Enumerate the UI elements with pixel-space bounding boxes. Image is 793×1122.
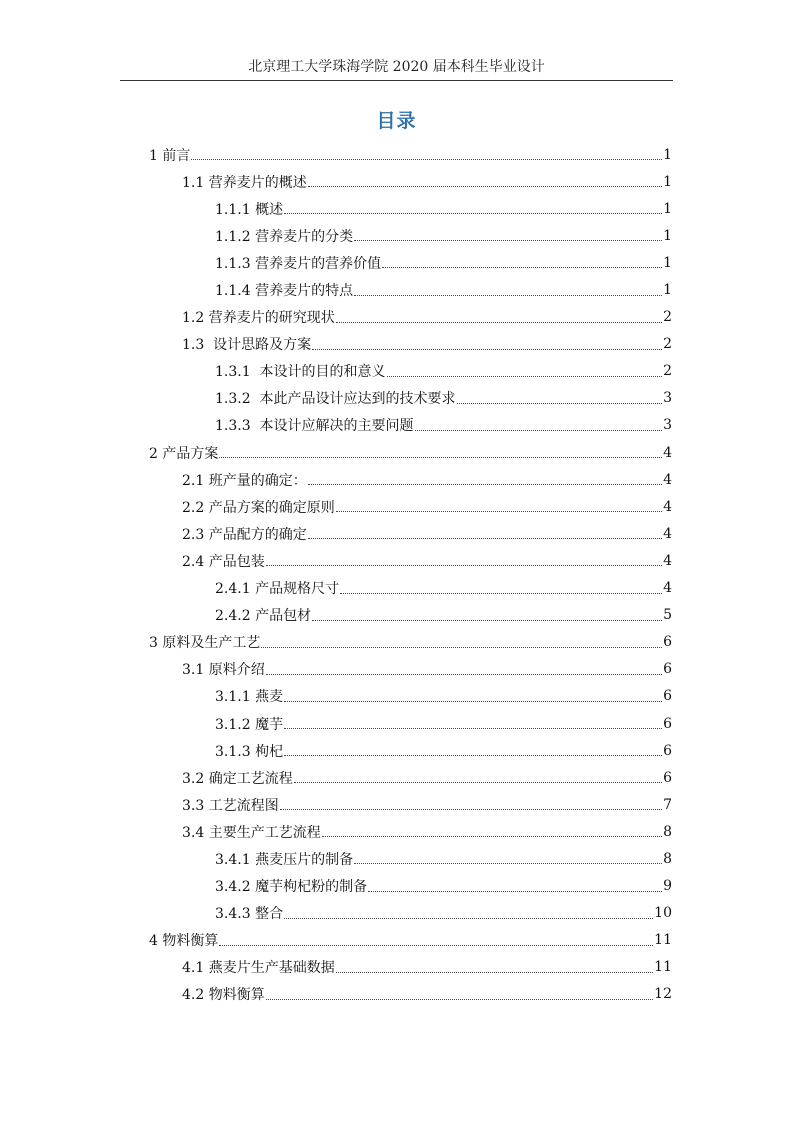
toc-dot-leader xyxy=(457,403,663,404)
toc-dot-leader xyxy=(382,267,662,268)
toc-entry[interactable] xyxy=(0,791,793,818)
toc-dot-leader xyxy=(219,945,653,946)
toc-entry-page-number: 6 xyxy=(663,715,672,732)
toc-entry-page-number: 9 xyxy=(663,878,672,895)
toc-dot-leader xyxy=(312,349,662,350)
toc-dot-leader xyxy=(336,322,662,323)
toc-entry[interactable] xyxy=(0,331,793,358)
toc-entry-page-number: 6 xyxy=(663,769,672,786)
toc-dot-leader xyxy=(280,809,662,810)
toc-entry[interactable] xyxy=(0,629,793,656)
toc-entry-page-number: 4 xyxy=(663,525,672,542)
toc-entry[interactable] xyxy=(0,358,793,385)
toc-entry-page-number: 1 xyxy=(663,227,672,244)
toc-entry-title: 2.1 班产量的确定： xyxy=(182,472,307,489)
toc-entry-title: 3.3 工艺流程图 xyxy=(182,797,279,814)
toc-dot-leader xyxy=(308,538,662,539)
toc-entry-title: 1.1 营养麦片的概述 xyxy=(182,174,307,191)
toc-entry[interactable] xyxy=(0,466,793,493)
toc-entry-page-number: 3 xyxy=(663,390,672,407)
page-title: 目录 xyxy=(376,110,417,132)
toc-entry[interactable] xyxy=(0,981,793,1008)
toc-entry-title: 4 物料衡算 xyxy=(149,933,219,950)
toc-entry-page-number: 8 xyxy=(663,850,672,867)
toc-dot-leader xyxy=(336,511,662,512)
toc-entry[interactable] xyxy=(0,954,793,981)
toc-entry-page-number: 8 xyxy=(663,823,672,840)
toc-dot-leader xyxy=(308,484,662,485)
toc-entry-title: 1 前言 xyxy=(149,147,191,164)
toc-entry-title: 2.4 产品包装 xyxy=(182,553,265,570)
toc-entry-page-number: 11 xyxy=(654,959,672,976)
toc-entry-page-number: 3 xyxy=(663,417,672,434)
toc-entry[interactable] xyxy=(0,683,793,710)
header-rule xyxy=(120,80,673,81)
toc-entry-title: 4.1 燕麦片生产基础数据 xyxy=(182,960,335,977)
toc-entry-page-number: 4 xyxy=(663,444,672,461)
toc-dot-leader xyxy=(354,863,662,864)
toc-entry[interactable] xyxy=(0,168,793,195)
toc-dot-leader xyxy=(387,376,663,377)
toc-entry-page-number: 1 xyxy=(663,173,672,190)
toc-dot-leader xyxy=(219,457,662,458)
toc-entry-page-number: 7 xyxy=(663,796,672,813)
toc-entry[interactable] xyxy=(0,520,793,547)
toc-dot-leader xyxy=(312,620,662,621)
toc-entry-page-number: 5 xyxy=(663,607,672,624)
toc-entry-title: 1.3.2 本此产品设计应达到的技术要求 xyxy=(215,391,456,408)
table-of-contents xyxy=(0,141,793,1008)
toc-dot-leader xyxy=(191,159,662,160)
toc-dot-leader xyxy=(284,755,662,756)
toc-entry[interactable] xyxy=(0,385,793,412)
toc-entry-title: 1.1.1 概述 xyxy=(215,201,284,218)
toc-entry-page-number: 1 xyxy=(663,146,672,163)
toc-entry[interactable] xyxy=(0,141,793,168)
toc-entry-page-number: 2 xyxy=(663,309,672,326)
toc-entry[interactable] xyxy=(0,547,793,574)
toc-dot-leader xyxy=(284,918,653,919)
toc-entry-title: 3 原料及生产工艺 xyxy=(149,635,261,652)
toc-dot-leader xyxy=(354,240,662,241)
toc-entry[interactable] xyxy=(0,737,793,764)
toc-entry[interactable] xyxy=(0,710,793,737)
toc-entry-title: 3.4.2 魔芋枸杞粉的制备 xyxy=(215,879,368,896)
toc-dot-leader xyxy=(266,565,662,566)
toc-entry-page-number: 2 xyxy=(663,336,672,353)
toc-entry-page-number: 6 xyxy=(663,688,672,705)
toc-dot-leader xyxy=(322,836,662,837)
running-header: 北京理工大学珠海学院 2020 届本科生毕业设计 xyxy=(248,59,545,75)
toc-entry-title: 3.4 主要生产工艺流程 xyxy=(182,824,321,841)
toc-entry[interactable] xyxy=(0,276,793,303)
toc-dot-leader xyxy=(336,972,653,973)
toc-entry-page-number: 12 xyxy=(654,986,672,1003)
toc-entry-title: 2.4.2 产品包材 xyxy=(215,608,312,625)
toc-entry-title: 1.1.4 营养麦片的特点 xyxy=(215,283,354,300)
toc-dot-leader xyxy=(294,782,662,783)
toc-dot-leader xyxy=(261,647,662,648)
toc-entry-title: 1.3 设计思路及方案 xyxy=(182,337,312,354)
toc-dot-leader xyxy=(340,593,662,594)
toc-entry-page-number: 6 xyxy=(663,661,672,678)
toc-entry-title: 3.1.3 枸杞 xyxy=(215,743,284,760)
toc-entry-title: 3.2 确定工艺流程 xyxy=(182,770,293,787)
toc-entry[interactable] xyxy=(0,304,793,331)
toc-dot-leader xyxy=(308,186,662,187)
toc-entry[interactable] xyxy=(0,845,793,872)
toc-entry-title: 1.2 营养麦片的研究现状 xyxy=(182,310,335,327)
toc-entry-page-number: 6 xyxy=(663,634,672,651)
toc-entry[interactable] xyxy=(0,222,793,249)
toc-entry-title: 2.4.1 产品规格尺寸 xyxy=(215,581,340,598)
toc-entry-page-number: 6 xyxy=(663,742,672,759)
toc-entry-page-number: 1 xyxy=(663,282,672,299)
toc-entry[interactable] xyxy=(0,818,793,845)
toc-entry-title: 1.1.3 营养麦片的营养价值 xyxy=(215,255,382,272)
toc-entry[interactable] xyxy=(0,249,793,276)
toc-entry-title: 2.3 产品配方的确定 xyxy=(182,526,307,543)
toc-entry-page-number: 4 xyxy=(663,498,672,515)
toc-entry-page-number: 4 xyxy=(663,552,672,569)
toc-entry-title: 1.3.1 本设计的目的和意义 xyxy=(215,364,386,381)
toc-dot-leader xyxy=(368,891,662,892)
toc-entry-title: 1.3.3 本设计应解决的主要问题 xyxy=(215,418,414,435)
toc-entry-title: 2 产品方案 xyxy=(149,445,219,462)
toc-entry-title: 3.1 原料介绍 xyxy=(182,662,265,679)
toc-dot-leader xyxy=(284,728,662,729)
toc-dot-leader xyxy=(415,430,663,431)
toc-entry-title: 1.1.2 营养麦片的分类 xyxy=(215,228,354,245)
toc-entry[interactable] xyxy=(0,575,793,602)
toc-dot-leader xyxy=(284,701,662,702)
toc-entry-title: 2.2 产品方案的确定原则 xyxy=(182,499,335,516)
toc-entry-title: 4.2 物料衡算 xyxy=(182,987,265,1004)
toc-entry[interactable] xyxy=(0,873,793,900)
toc-entry-title: 3.4.3 整合 xyxy=(215,906,284,923)
toc-entry[interactable] xyxy=(0,195,793,222)
toc-entry-title: 3.1.1 燕麦 xyxy=(215,689,284,706)
toc-dot-leader xyxy=(266,674,662,675)
toc-entry[interactable] xyxy=(0,493,793,520)
toc-entry[interactable] xyxy=(0,927,793,954)
toc-entry-page-number: 11 xyxy=(654,932,672,949)
toc-entry-page-number: 1 xyxy=(663,254,672,271)
toc-entry[interactable] xyxy=(0,656,793,683)
toc-dot-leader xyxy=(354,295,662,296)
toc-entry-page-number: 1 xyxy=(663,200,672,217)
toc-entry-page-number: 4 xyxy=(663,471,672,488)
toc-entry-page-number: 10 xyxy=(654,905,672,922)
toc-entry[interactable] xyxy=(0,412,793,439)
toc-entry[interactable] xyxy=(0,764,793,791)
toc-dot-leader xyxy=(284,213,662,214)
toc-entry-page-number: 4 xyxy=(663,580,672,597)
toc-dot-leader xyxy=(266,999,653,1000)
toc-entry-title: 3.4.1 燕麦压片的制备 xyxy=(215,851,354,868)
toc-entry[interactable] xyxy=(0,602,793,629)
toc-entry[interactable] xyxy=(0,439,793,466)
toc-entry[interactable] xyxy=(0,900,793,927)
toc-entry-title: 3.1.2 魔芋 xyxy=(215,716,284,733)
toc-entry-page-number: 2 xyxy=(663,363,672,380)
